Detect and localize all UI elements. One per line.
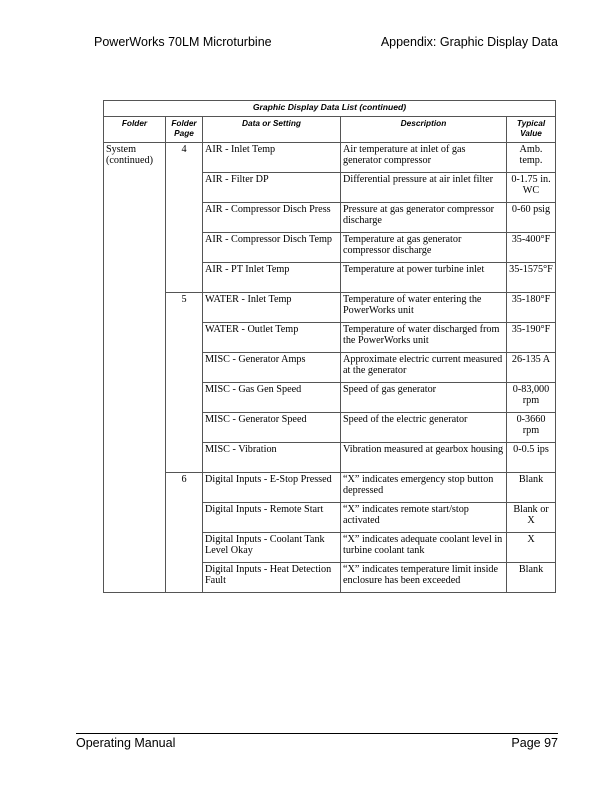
setting-cell: AIR - PT Inlet Temp bbox=[203, 262, 341, 292]
setting-cell: MISC - Gas Gen Speed bbox=[203, 382, 341, 412]
typical-value-cell: 35-400°F bbox=[507, 232, 556, 262]
description-cell: Temperature of water discharged from the PowerWorks unit bbox=[341, 322, 507, 352]
setting-cell: WATER - Outlet Temp bbox=[203, 322, 341, 352]
description-cell: Temperature at power turbine inlet bbox=[341, 262, 507, 292]
description-cell: “X” indicates remote start/stop activated bbox=[341, 502, 507, 532]
description-cell: Pressure at gas generator compressor discharge bbox=[341, 202, 507, 232]
column-header-data-or-setting: Data or Setting bbox=[203, 116, 341, 142]
folder-page-cell: 5 bbox=[166, 292, 203, 472]
description-cell: Speed of gas generator bbox=[341, 382, 507, 412]
typical-value-cell: 26-135 A bbox=[507, 352, 556, 382]
column-header-folder-page: Folder Page bbox=[166, 116, 203, 142]
setting-cell: WATER - Inlet Temp bbox=[203, 292, 341, 322]
description-cell: Temperature of water entering the PowerWorks unit bbox=[341, 292, 507, 322]
folder-page-cell: 4 bbox=[166, 142, 203, 292]
typical-value-cell: 35-190°F bbox=[507, 322, 556, 352]
description-cell: Temperature at gas generator compressor discharge bbox=[341, 232, 507, 262]
table-row bbox=[104, 292, 556, 322]
description-cell: “X” indicates temperature limit inside enclosure has been exceeded bbox=[341, 562, 507, 592]
setting-cell: Digital Inputs - Coolant Tank Level Okay bbox=[203, 532, 341, 562]
folder-cell: System (continued) bbox=[104, 142, 166, 592]
typical-value-cell: 0-3660 rpm bbox=[507, 412, 556, 442]
description-cell: “X” indicates emergency stop button depressed bbox=[341, 472, 507, 502]
description-cell: Speed of the electric generator bbox=[341, 412, 507, 442]
setting-cell: MISC - Generator Speed bbox=[203, 412, 341, 442]
setting-cell: Digital Inputs - E-Stop Pressed bbox=[203, 472, 341, 502]
setting-cell: Digital Inputs - Remote Start bbox=[203, 502, 341, 532]
folder-page-cell: 6 bbox=[166, 472, 203, 592]
typical-value-cell: Blank or X bbox=[507, 502, 556, 532]
description-cell: “X” indicates adequate coolant level in turbine coolant tank bbox=[341, 532, 507, 562]
column-header-description: Description bbox=[341, 116, 507, 142]
typical-value-cell: 0-0.5 ips bbox=[507, 442, 556, 472]
page-number: Page 97 bbox=[511, 736, 558, 750]
table-body bbox=[104, 142, 556, 592]
column-header-folder: Folder bbox=[104, 116, 166, 142]
typical-value-cell: Blank bbox=[507, 472, 556, 502]
typical-value-cell: 35-1575°F bbox=[507, 262, 556, 292]
description-cell: Vibration measured at gearbox housing bbox=[341, 442, 507, 472]
table-caption: Graphic Display Data List (continued) bbox=[104, 101, 556, 117]
typical-value-cell: 0-83,000 rpm bbox=[507, 382, 556, 412]
typical-value-cell: Amb. temp. bbox=[507, 142, 556, 172]
column-header-typical-value: Typical Value bbox=[507, 116, 556, 142]
typical-value-cell: 0-60 psig bbox=[507, 202, 556, 232]
description-cell: Air temperature at inlet of gas generator compressor bbox=[341, 142, 507, 172]
setting-cell: AIR - Compressor Disch Temp bbox=[203, 232, 341, 262]
description-cell: Differential pressure at air inlet filter bbox=[341, 172, 507, 202]
setting-cell: Digital Inputs - Heat Detection Fault bbox=[203, 562, 341, 592]
graphic-display-data-table bbox=[103, 100, 556, 593]
typical-value-cell: 0-1.75 in. WC bbox=[507, 172, 556, 202]
typical-value-cell: X bbox=[507, 532, 556, 562]
setting-cell: AIR - Compressor Disch Press bbox=[203, 202, 341, 232]
setting-cell: MISC - Vibration bbox=[203, 442, 341, 472]
table-row bbox=[104, 472, 556, 502]
manual-name: Operating Manual bbox=[76, 736, 176, 750]
document-title: PowerWorks 70LM Microturbine bbox=[94, 35, 272, 49]
description-cell: Approximate electric current measured at the generator bbox=[341, 352, 507, 382]
typical-value-cell: Blank bbox=[507, 562, 556, 592]
page-footer bbox=[76, 733, 558, 750]
table-row bbox=[104, 142, 556, 172]
setting-cell: MISC - Generator Amps bbox=[203, 352, 341, 382]
typical-value-cell: 35-180°F bbox=[507, 292, 556, 322]
setting-cell: AIR - Inlet Temp bbox=[203, 142, 341, 172]
page-header bbox=[76, 35, 558, 49]
setting-cell: AIR - Filter DP bbox=[203, 172, 341, 202]
section-title: Appendix: Graphic Display Data bbox=[380, 35, 558, 49]
